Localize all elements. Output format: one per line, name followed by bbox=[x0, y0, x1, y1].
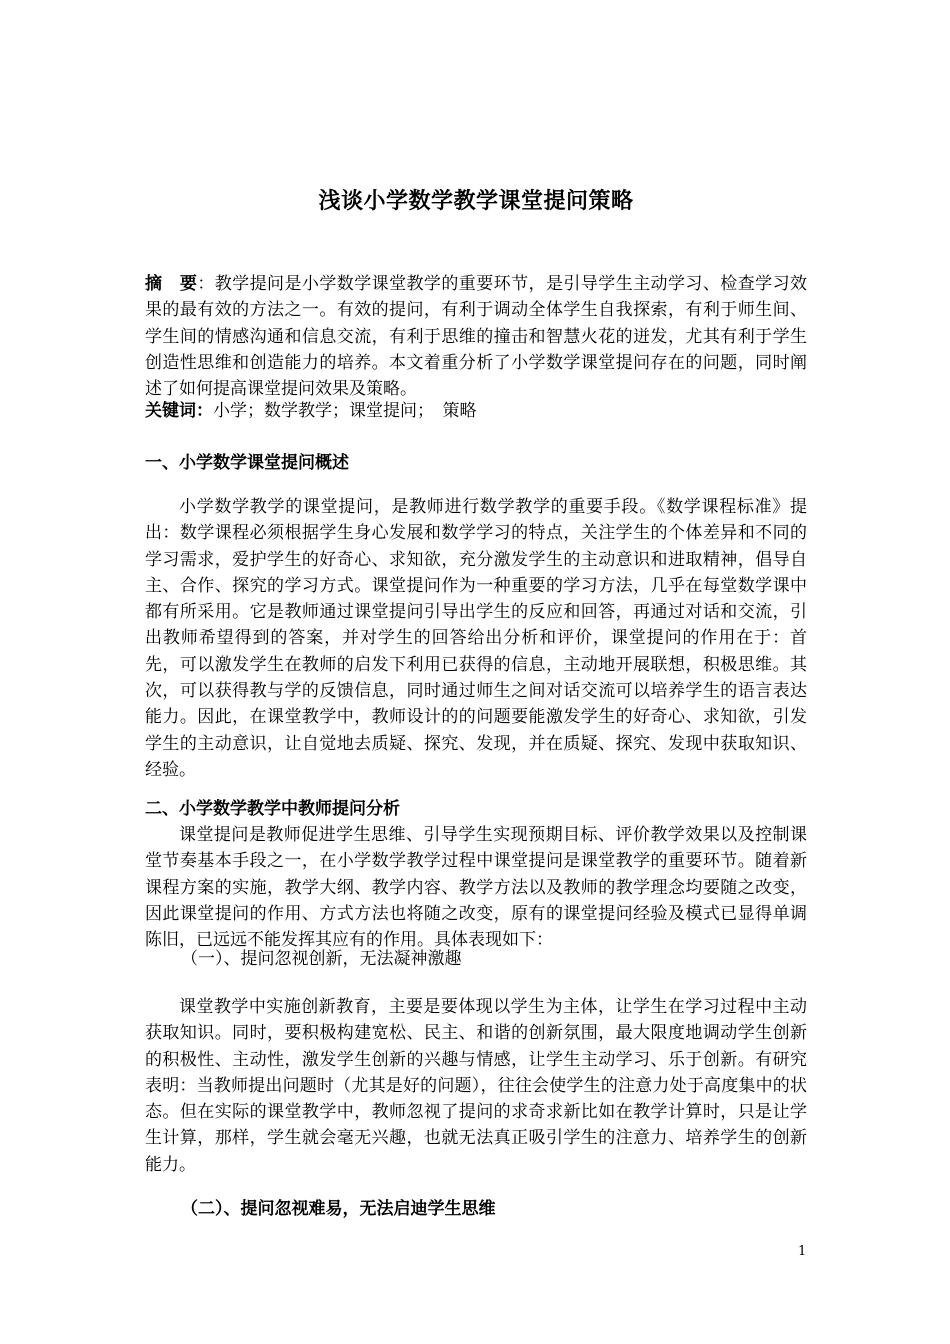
document-title: 浅谈小学数学教学课堂提问策略 bbox=[318, 188, 634, 214]
keywords-block bbox=[145, 398, 807, 424]
subsection2-heading: （二）、提问忽视难易，无法启迪学生思维 bbox=[181, 1199, 496, 1219]
subsection1-heading: （一）、提问忽视创新，无法凝神激趣 bbox=[181, 949, 462, 969]
section2-paragraph: 课堂提问是教师促进学生思维、引导学生实现预期目标、评价教学效果以及控制课堂节奏基本手段之一，在小学数学教学过程中课堂提问是课堂教学的重要环节。随着新课程方案的实施，教学大纲、教学内容、教学方法以及教师的教学理念均要随之改变，因此课堂提问的作用、方式方法也将随之改变，原有的课堂提问经验及模式已显得单调陈旧，已远远不能发挥其应有的作用。具体表现如下： bbox=[145, 825, 807, 951]
abstract-label: 摘 要 bbox=[145, 274, 198, 294]
abstract-block bbox=[145, 271, 807, 402]
keywords-text: 小学；数学教学；课堂提问； 策略 bbox=[213, 401, 477, 421]
keywords-label: 关键词： bbox=[145, 401, 213, 421]
section1-paragraph: 小学数学教学的课堂提问，是教师进行数学教学的重要手段。《数学课程标准》提出：数学课程必须根据学生身心发展和数学学习的特点，关注学生的个体差异和不同的学习需求，爱护学生的好奇心、求知欲，充分激发学生的主动意识和进取精神，倡导自主、合作、探究的学习方式。课堂提问作为一种重要的学习方法，几乎在每堂数学课中都有所采用。它是教师通过课堂提问引导出学生的反应和回答，再通过对话和交流，引出教师希望得到的答案，并对学生的回答给出分析和评价，课堂提问的作用在于：首先，可以激发学生在教师的启发下利用已获得的信息，主动地开展联想，积极思维。其次，可以获得教与学的反馈信息，同时通过师生之间对话交流可以培养学生的语言表达能力。因此，在课堂教学中，教师设计的的问题要能激发学生的好奇心、求知欲，引发学生的主动意识，让自觉地去质疑、探究、发现，并在质疑、探究、发现中获取知识、经验。 bbox=[145, 497, 807, 780]
abstract-text: ：教学提问是小学数学课堂教学的重要环节，是引导学生主动学习、检查学习效果的最有效的方法之一。有效的提问，有利于调动全体学生自我探索，有利于师生间、学生间的情感沟通和信息交流，有利于思维的撞击和智慧火花的迸发，尤其有利于学生创造性思维和创造能力的培养。本文着重分析了小学数学课堂提问存在的问题，同时阐述了如何提高课堂提问效果及策略。 bbox=[145, 274, 808, 400]
subsection1-paragraph: 课堂教学中实施创新教育，主要是要体现以学生为主体，让学生在学习过程中主动获取知识。同时，要积极构建宽松、民主、和谐的创新氛围，最大限度地调动学生创新的积极性、主动性，激发学生创新的兴趣与情感，让学生主动学习、乐于创新。有研究表明：当教师提出问题时（尤其是好的问题），往往会使学生的注意力处于高度集中的状态。但在实际的课堂教学中，教师忽视了提问的求奇求新比如在教学计算时，只是让学生计算，那样，学生就会毫无兴趣，也就无法真正吸引学生的注意力、培养学生的创新能力。 bbox=[145, 997, 807, 1175]
section2-heading: 二、小学数学教学中教师提问分析 bbox=[145, 799, 400, 819]
section1-heading: 一、小学数学课堂提问概述 bbox=[145, 453, 349, 473]
page-number: 1 bbox=[798, 1244, 807, 1259]
